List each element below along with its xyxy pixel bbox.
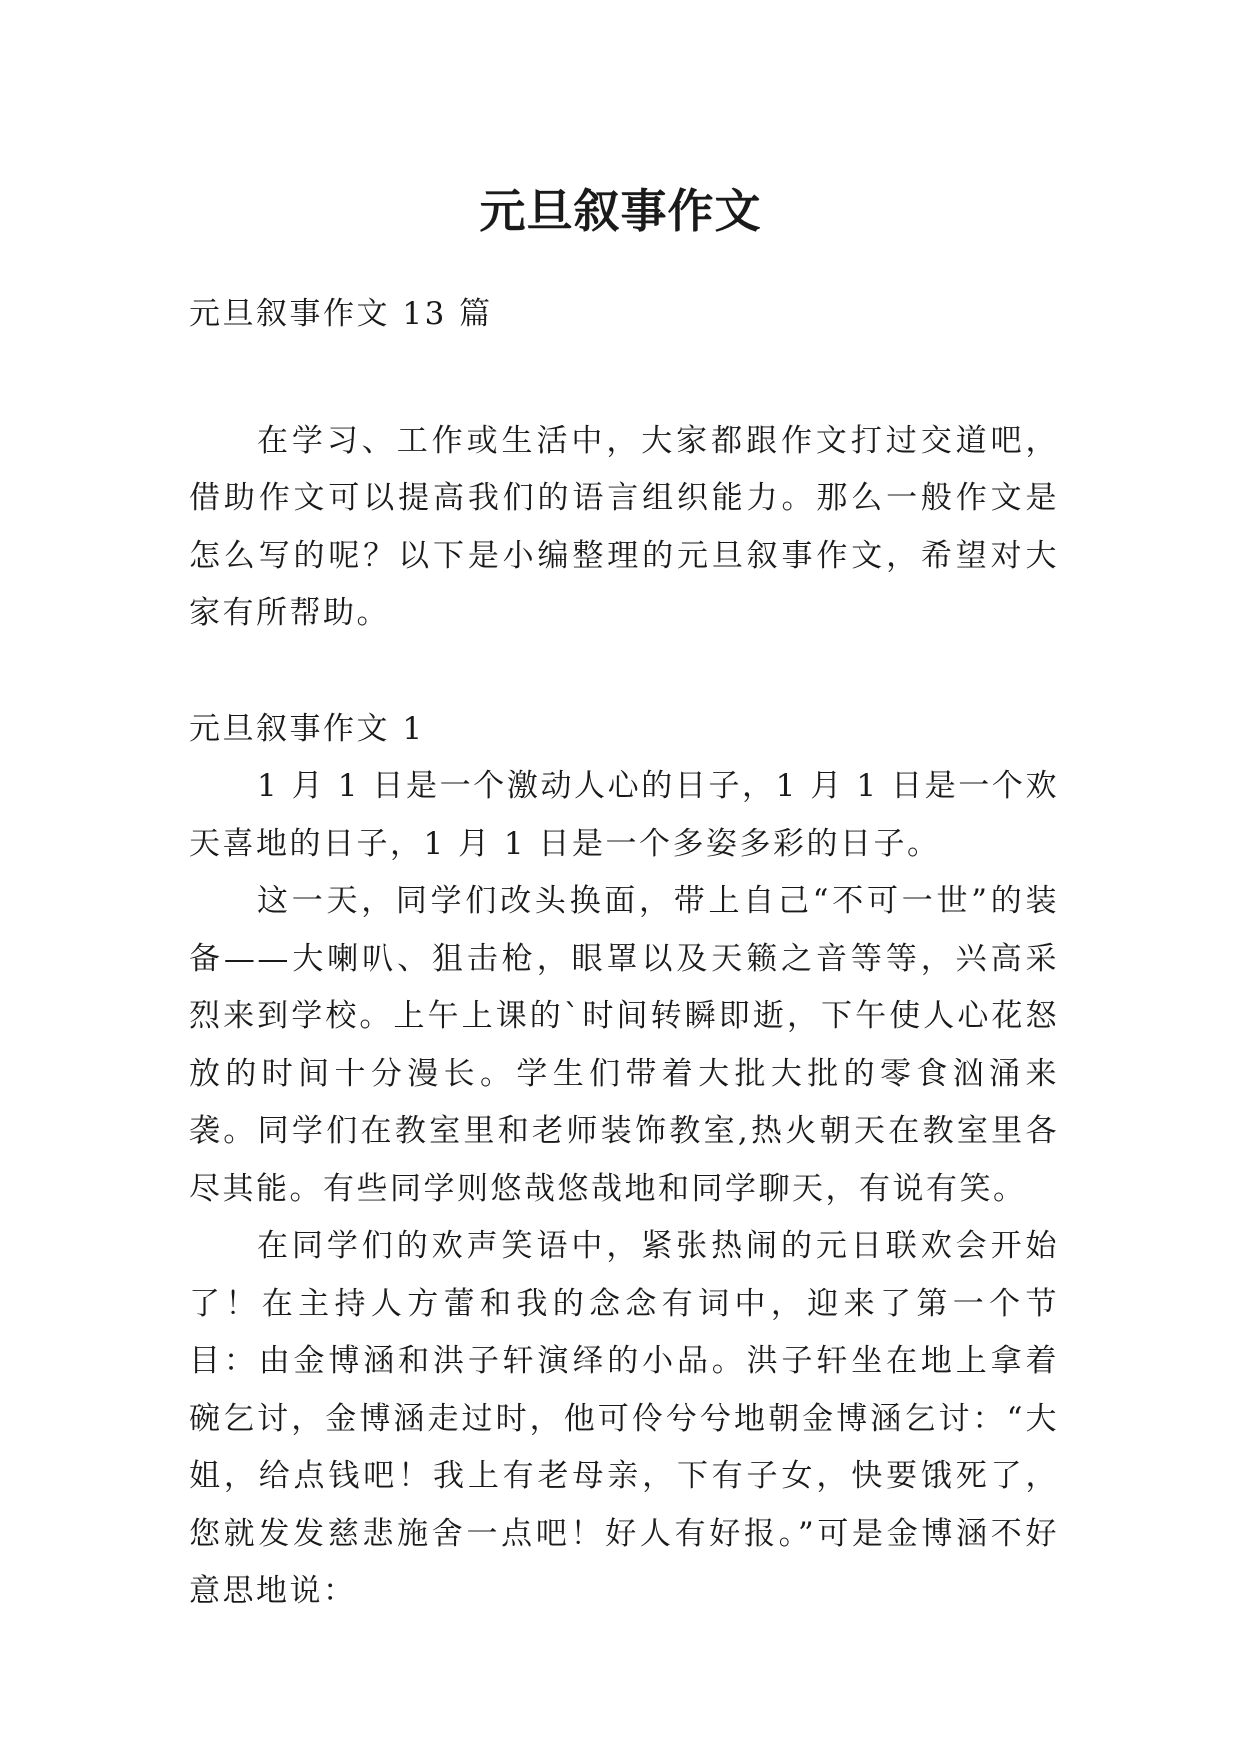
document-body (189, 286, 1059, 1621)
section-heading: 元旦叙事作文 1 (189, 710, 425, 747)
body-paragraph: 在同学们的欢声笑语中，紧张热闹的元日联欢会开始了！在主持人方蕾和我的念念有词中，迎来了第一个节目：由金博涵和洪子轩演绎的小品。洪子轩坐在地上拿着碗乞讨，金博涵走过时，他可伶兮兮地朝金博涵乞讨：“大姐，给点钱吧！我上有老母亲，下有子女，快要饿死了，您就发发慈悲施舍一点吧！好人有好报。”可是金博涵不好意思地说： (189, 1228, 1059, 1609)
body-paragraph: 这一天，同学们改头换面，带上自己“不可一世”的装备——大喇叭、狙击枪，眼罩以及天籁之音等等，兴高采烈来到学校。上午上课的`时间转瞬即逝，下午使人心花怒放的时间十分漫长。学生们带着大批大批的零食汹涌来袭。同学们在教室里和老师装饰教室,热火朝天在教室里各尽其能。有些同学则悠哉悠哉地和同学聊天，有说有笑。 (189, 883, 1059, 1207)
intro-paragraph: 在学习、工作或生活中，大家都跟作文打过交道吧，借助作文可以提高我们的语言组织能力。那么一般作文是怎么写的呢？以下是小编整理的元旦叙事作文，希望对大家有所帮助。 (189, 422, 1059, 631)
document-title: 元旦叙事作文 (479, 183, 762, 238)
body-paragraph: 1 月 1 日是一个激动人心的日子，1 月 1 日是一个欢天喜地的日子，1 月 1 日是一个多姿多彩的日子。 (189, 768, 1059, 862)
document-subtitle: 元旦叙事作文 13 篇 (189, 296, 493, 332)
